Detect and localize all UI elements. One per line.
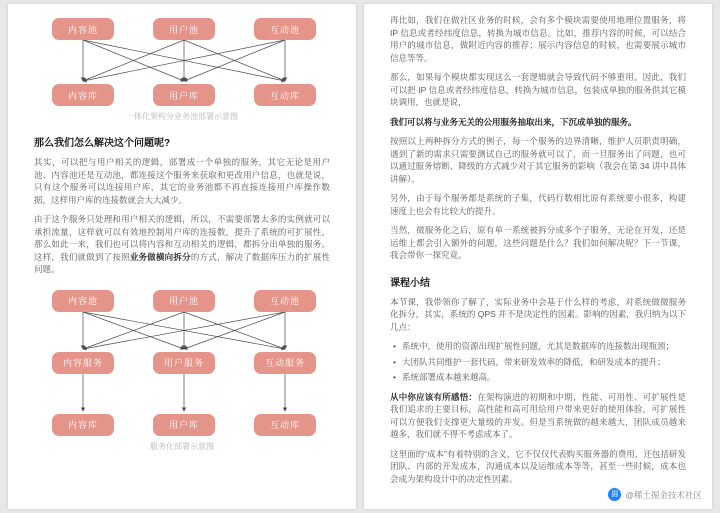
bold-horizontal-split: 业务做横向拆分 — [129, 251, 191, 262]
right-page-content — [364, 4, 712, 509]
paragraph-solution-1: 其实，可以把与用户相关的逻辑，部署成一个单独的服务，其它无论是用户池、内容池还是互动池，都连接这个服务来获取和更改用户信息，也就是说，只有这个服务可以连接用户库，其它的业务池都不再直接连接用户库操作数据，这样用户库的连接数就会大大减少。 — [34, 157, 330, 205]
right-page — [364, 4, 712, 509]
diagram-node-interaction-db: 互动库 — [254, 84, 316, 106]
diagram-node-user-pool: 用户池 — [153, 18, 215, 40]
diagram-node-interaction-pool: 互动池 — [254, 18, 316, 40]
paragraph-build-speed: 另外，由于每个服务都是系统的子集，代码行数相比原有系统要小很多，构建速度上也会有比较大的提升。 — [390, 193, 686, 216]
bold-insight-lead: 从中你应该有所感悟： — [390, 391, 478, 402]
monolith-pools-diagram — [34, 18, 334, 108]
paragraph-next-lesson: 当然，微服务化之后，原有单一系统被拆分成多个子服务，无论在开发，还是运维上都会引入额外的问题，这些问题是什么？我们如何解决呢？下一节课，我会带你一探究竟。 — [390, 225, 686, 260]
paragraph-insight: 从中你应该有所感悟：在架构演进的初期和中期，性能、可用性、可扩展性是我们追求的主要目标，高性能和高可用给用户带来更好的使用体验，可扩展性可以方便我们支撑更大量级的并发。但是当系统做的越来越大，团队成员越来越多，我们就不得不考虑成本了。 — [390, 391, 686, 439]
diagram-node-user-db: 用户库 — [153, 414, 215, 436]
question-heading: 那么我们怎么解决这个问题呢? — [34, 138, 171, 149]
list-item-team-efficiency: • 大团队共同维护一套代码，带来研发效率的降低，和研发成本的提升； — [392, 356, 686, 369]
summary-heading: 课程小结 — [390, 277, 430, 289]
juejin-logo-icon: 掘 — [608, 488, 621, 501]
paragraph-cost-meaning: 这里面的“成本”有着特别的含义，它不仅仅代表购买服务器的费用，还包括研发团队、内部的开发成本，沟通成本以及运维成本等等，甚至一些时候，成本也会成为架构设计中的决定性因素。 — [390, 448, 686, 484]
diagram1-caption: 一体化架构分业务池部署示意图 — [126, 112, 238, 121]
paragraph-solution-2: 由于这个服务只处理和用户相关的逻辑，所以，不需要部署太多的实例就可以承担流量，这样就可以有效地控制用户库的连接数，提升了系统的可扩展性。那么如此一来，我们也可以将内容和互动相关的逻辑，都拆分出单独的服务。这样，我们就做到了按照业务做横向拆分的方式，解决了数据库压力的扩展性问题。 — [34, 214, 330, 274]
list-item-deploy-cost: • 系统部署成本越来越高。 — [392, 371, 686, 384]
diagram-node-interaction-pool: 互动池 — [254, 290, 316, 312]
diagram-node-content-pool: 内容池 — [52, 290, 114, 312]
bold-callout-common-service: 我们可以将与业务无关的公用服务抽取出来，下沉成单独的服务。 — [390, 116, 637, 127]
diagram-node-user-pool: 用户池 — [153, 290, 215, 312]
paragraph-geo-reuse: 那么，如果每个模块都实现这么一套逻辑就会导致代码不够重用。因此，我们可以把 IP 信息或者经纬度信息，转换为城市信息，包装成单独的服务供其它模块调用，也就是说， — [390, 72, 686, 107]
watermark-text: @稀土掘金技术社区 — [625, 489, 702, 500]
left-page-content — [8, 4, 356, 509]
diagram-node-interaction-service: 互动服务 — [254, 352, 316, 374]
left-page — [8, 4, 356, 509]
juejin-watermark — [608, 488, 702, 501]
paragraph-summary-intro: 本节课，我带领你了解了，实际业务中会基于什么样的考虑，对系统做微服务化拆分，其实，系统的 QPS 并不是决定性的因素。影响的因素，我归纳为以下几点： — [390, 296, 686, 332]
diagram-node-content-db: 内容库 — [52, 84, 114, 106]
diagram-node-content-pool: 内容池 — [52, 18, 114, 40]
paragraph-split-benefits: 按照以上两种拆分方式的例子，每一个服务的边界清晰，维护人员职责明确，遇到了新的需求只需要测试自己的服务就可以了，而一旦服务出了问题，也可以通过服务熔断、降级的方式减少对于其它服务的影响（我会在第 34 讲中具体讲解）。 — [390, 136, 686, 184]
diagram2-caption: 服务化部署示意图 — [150, 441, 214, 451]
list-item-resource-scaling: • 系统中，使用的资源出现扩展性问题，尤其是数据库的连接数出现瓶颈； — [392, 340, 686, 353]
summary-bullet-list — [392, 340, 686, 384]
service-split-diagram — [34, 290, 334, 438]
diagram-node-interaction-db: 互动库 — [254, 414, 316, 436]
diagram-node-content-db: 内容库 — [52, 414, 114, 436]
diagram-node-user-db: 用户库 — [153, 84, 215, 106]
paragraph-geo-example: 再比如，我们在做社区业务的时候，会有多个模块需要使用地理位置服务，将 IP 信息或者经纬度信息，转换为城市信息。比如，推荐内容的时候，可以结合用户的城市信息，做附近内容的推荐；展示内容信息的时候，也需要展示城市信息等等。 — [390, 15, 686, 63]
diagram-node-user-service: 用户服务 — [153, 352, 215, 374]
diagram-node-content-service: 内容服务 — [52, 352, 114, 374]
